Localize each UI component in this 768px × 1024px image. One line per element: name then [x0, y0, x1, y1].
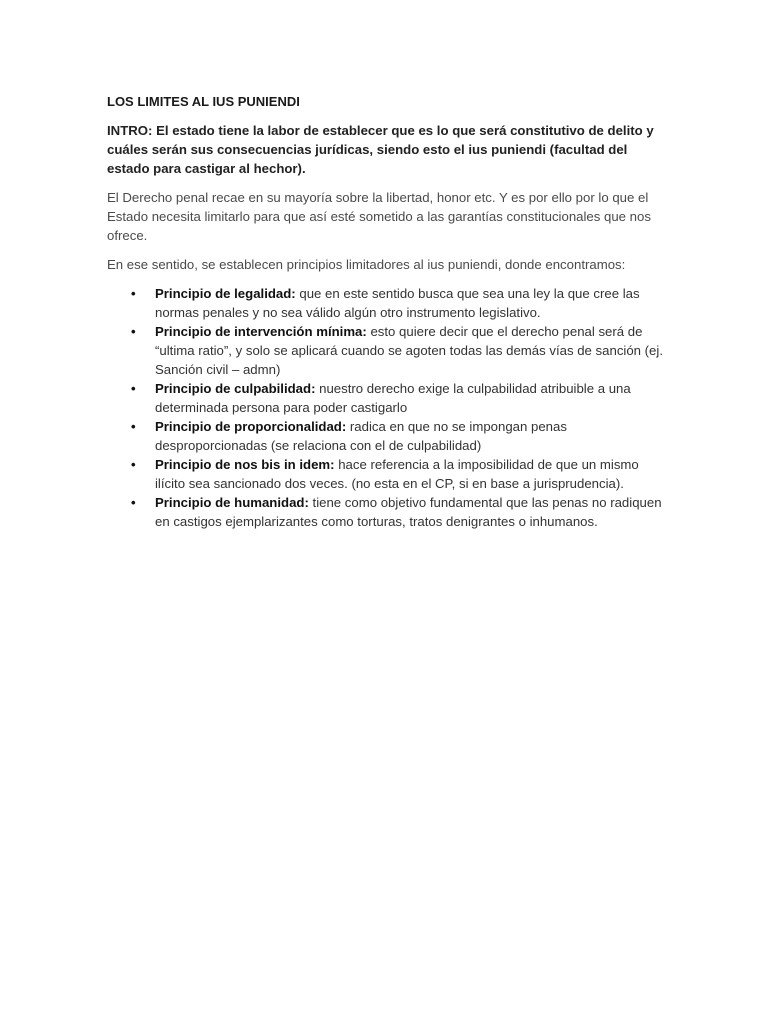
principle-text: radica en que no se impongan penas desproporcionadas (se relaciona con el de culpabilidad) — [155, 419, 567, 453]
intro-paragraph — [107, 121, 667, 178]
principle-item — [107, 417, 667, 455]
bullet-icon: • — [131, 286, 136, 301]
principle-term: Principio de humanidad: — [155, 495, 309, 510]
bullet-icon: • — [131, 457, 136, 472]
intro-label: INTRO: — [107, 123, 153, 138]
bullet-icon: • — [131, 324, 136, 339]
principle-text: esto quiere decir que el derecho penal será de “ultima ratio”, y solo se aplicará cuando se agoten todas las demás vías de sanción (ej. Sanción civil – admn) — [155, 324, 663, 377]
principle-item — [107, 493, 667, 531]
principle-term: Principio de intervención mínima: — [155, 324, 367, 339]
document-body — [107, 92, 667, 531]
paragraph-principios-intro: En ese sentido, se establecen principios limitadores al ius puniendi, donde encontramos: — [107, 257, 626, 272]
principle-text: que en este sentido busca que sea una ley la que cree las normas penales y no sea válido algún otro instrumento legislativo. — [155, 286, 640, 320]
principle-text: nuestro derecho exige la culpabilidad atribuible a una determinada persona para poder castigarlo — [155, 381, 631, 415]
principle-item — [107, 284, 667, 322]
principle-item — [107, 455, 667, 493]
principles-list — [107, 284, 667, 531]
principle-term: Principio de culpabilidad: — [155, 381, 316, 396]
principle-text: tiene como objetivo fundamental que las penas no radiquen en castigos ejemplarizantes como torturas, tratos denigrantes o inhumanos. — [155, 495, 662, 529]
bullet-icon: • — [131, 419, 136, 434]
principle-term: Principio de proporcionalidad: — [155, 419, 347, 434]
document-title: LOS LIMITES AL IUS PUNIENDI — [107, 94, 300, 109]
principle-term: Principio de nos bis in idem: — [155, 457, 335, 472]
principle-term: Principio de legalidad: — [155, 286, 296, 301]
paragraph-derecho-penal: El Derecho penal recae en su mayoría sobre la libertad, honor etc. Y es por ello por lo que el Estado necesita limitarlo para que así esté sometido a las garantías constitucionales que nos ofrece. — [107, 190, 651, 243]
bullet-icon: • — [131, 381, 136, 396]
intro-text: El estado tiene la labor de establecer que es lo que será constitutivo de delito y cuáles serán sus consecuencias jurídicas, siendo esto el ius puniendi (facultad del estado para castigar al hechor). — [107, 123, 654, 176]
principle-item — [107, 322, 667, 379]
bullet-icon: • — [131, 495, 136, 510]
principle-text: hace referencia a la imposibilidad de que un mismo ilícito sea sancionado dos veces. (no esta en el CP, si en base a jurisprudencia). — [155, 457, 639, 491]
principle-item — [107, 379, 667, 417]
